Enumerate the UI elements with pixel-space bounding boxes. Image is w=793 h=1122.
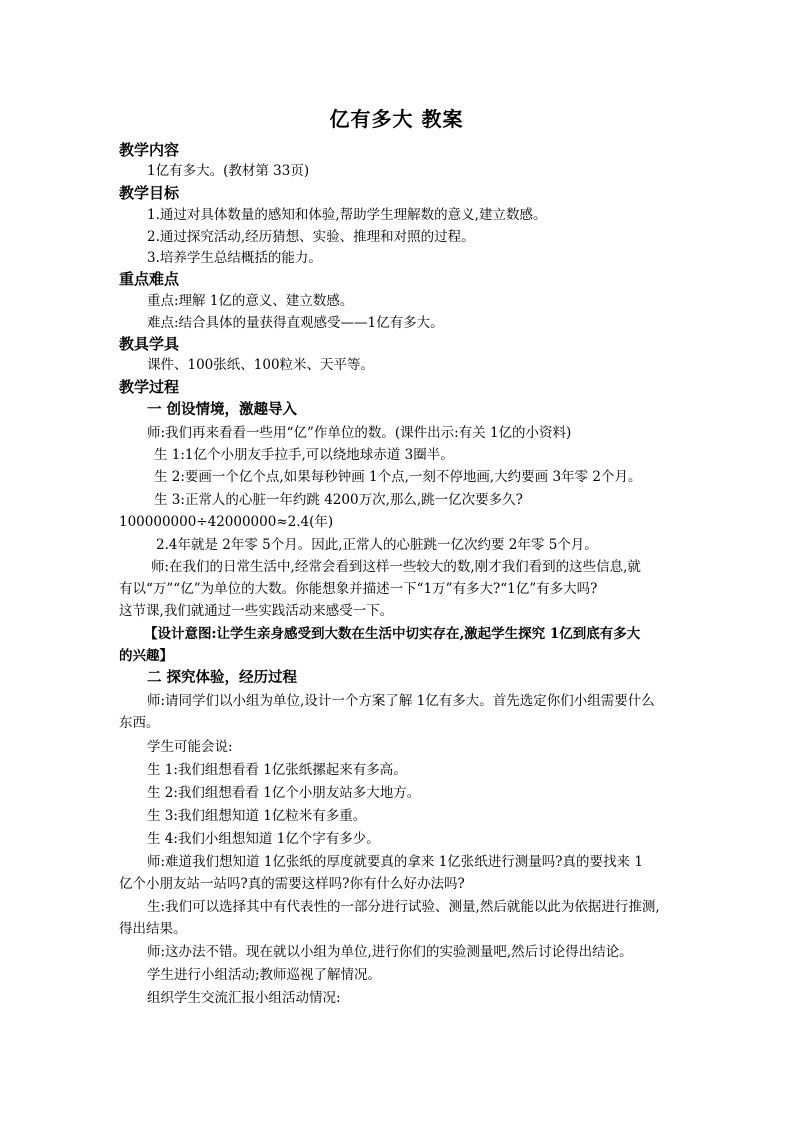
paragraph-line: 组织学生交流汇报小组活动情况: [147,990,341,1006]
goal-item: 3.培养学生总结概括的能力。 [147,250,322,266]
paragraph-line: 100000000÷42000000≈2.4(年) [119,514,334,530]
section-heading-process: 教学过程 [119,378,180,396]
paragraph-line: 师:在我们的日常生活中,经常会看到这样一些较大的数,刚才我们看到的这些信息,就 [151,559,641,575]
section-heading-key: 重点难点 [119,270,180,288]
section-heading-tools: 教具学具 [119,335,180,353]
key-point-item: 难点:结合具体的量获得直观感受——1亿有多大。 [147,315,444,331]
paragraph-line: 学生进行小组活动;教师巡视了解情况。 [147,967,382,983]
document-title: 亿有多大 教案 [329,107,464,131]
paragraph-line: 生 2:要画一个亿个点,如果每秒钟画 1个点,一刻不停地画,大约要画 3年零 2个月。 [154,469,642,485]
paragraph-line: 得出结果。 [119,921,187,937]
paragraph-line: 这节课,我们就通过一些实践活动来感受一下。 [119,603,394,619]
goal-item: 2.通过探究活动,经历猜想、实验、推理和对照的过程。 [147,229,475,245]
paragraph-line: 师:难道我们想知道 1亿张纸的厚度就要真的拿来 1亿张纸进行测量吗?真的要找来 1 [147,854,643,870]
paragraph-line: 师:我们再来看看一些用“亿”作单位的数。(课件出示:有关 1亿的小资料) [147,425,572,441]
paragraph-line: 师:请同学们以小组为单位,设计一个方案了解 1亿有多大。首先选定你们小组需要什么 [147,693,655,709]
design-intent-line: 的兴趣】 [119,648,173,664]
paragraph-line: 东西。 [119,715,160,731]
paragraph-line: 学生可能会说: [147,739,233,755]
paragraph-line: 生:我们可以选择其中有代表性的一部分进行试验、测量,然后就能以此为依据进行推测, [147,899,660,915]
paragraph-line: 师:这办法不错。现在就以小组为单位,进行你们的实验测量吧,然后讨论得出结论。 [147,944,633,960]
paragraph-line: 生 3:我们组想知道 1亿粒米有多重。 [147,808,367,824]
part2-heading: 二 探究体验，经历过程 [147,670,298,686]
design-intent-line: 【设计意图:让学生亲身感受到大数在生活中切实存在,激起学生探究 1亿到底有多大 [144,626,641,642]
section-heading-content: 教学内容 [119,141,180,159]
paragraph-line: 生 3:正常人的心脏一年约跳 4200万次,那么,跳一亿次要多久? [154,492,523,508]
paragraph-line: 亿个小朋友站一站吗?真的需要这样吗?你有什么好办法吗? [119,876,465,892]
paragraph-line: 有以“万”“亿”为单位的大数。你能想象并描述一下“1万”有多大?“1亿”有多大吗? [119,581,598,597]
goal-item: 1.通过对具体数量的感知和体验,帮助学生理解数的意义,建立数感。 [147,207,547,223]
part1-heading: 一 创设情境，激趣导入 [147,402,298,418]
paragraph-line: 生 4:我们小组想知道 1亿个字有多少。 [147,831,380,847]
tools-text: 课件、100张纸、100粒米、天平等。 [147,357,375,373]
paragraph-line: 生 1:我们组想看看 1亿张纸摞起来有多高。 [147,762,407,778]
section-heading-goals: 教学目标 [119,184,180,202]
content-text: 1亿有多大。(教材第 33页) [147,163,310,179]
paragraph-line: 生 1:1亿个小朋友手拉手,可以绕地球赤道 3圈半。 [154,447,454,463]
paragraph-line: 生 2:我们组想看看 1亿个小朋友站多大地方。 [147,785,421,801]
paragraph-line: 2.4年就是 2年零 5个月。因此,正常人的心脏跳一亿次约要 2年零 5个月。 [156,537,598,553]
key-point-item: 重点:理解 1亿的意义、建立数感。 [147,293,354,309]
